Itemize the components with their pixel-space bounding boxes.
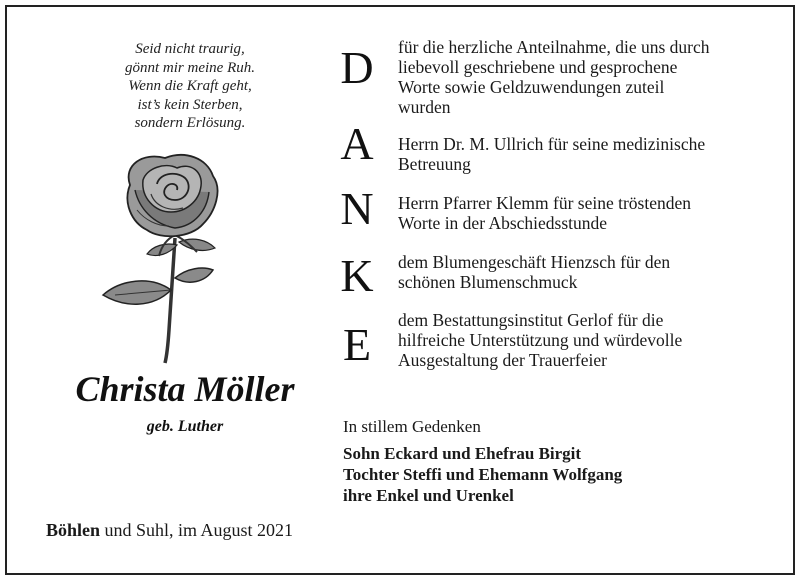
thanks-entry-pastor xyxy=(398,193,768,233)
danke-letter-d: D xyxy=(340,42,374,93)
place-date xyxy=(46,520,293,541)
poem-line: sondern Erlösung. xyxy=(134,115,246,131)
place-date-rest: und Suhl, im August 2021 xyxy=(100,520,294,540)
family-line: ihre Enkel und Urenkel xyxy=(343,486,514,505)
deceased-name: Christa Möller xyxy=(75,369,295,409)
entry-line: Ausgestaltung der Trauerfeier xyxy=(398,350,607,370)
rose-icon xyxy=(95,150,245,365)
entry-line: Worte sowie Geldzuwendungen zuteil xyxy=(398,77,665,97)
entry-line: hilfreiche Unterstützung und würdevolle xyxy=(398,330,683,350)
poem-line: ist’s kein Sterben, xyxy=(137,96,243,113)
poem-line: Wenn die Kraft geht, xyxy=(128,78,252,94)
entry-line: dem Blumengeschäft Hienzsch für den xyxy=(398,252,671,272)
poem-line: Seid nicht traurig, xyxy=(135,41,245,57)
place-town: Böhlen xyxy=(46,520,101,540)
entry-line: Worte in der Abschiedsstunde xyxy=(398,213,608,233)
danke-letter-k: K xyxy=(340,250,374,301)
danke-letter-a: A xyxy=(340,118,374,169)
entry-line: Betreuung xyxy=(398,154,471,174)
entry-line: für die herzliche Anteilnahme, die uns durch xyxy=(398,37,710,57)
thanks-entry-condolences xyxy=(398,37,768,117)
danke-letter-n: N xyxy=(340,183,374,234)
thanks-entry-funeral-home xyxy=(398,310,768,370)
entry-line: dem Bestattungsinstitut Gerlof für die xyxy=(398,310,664,330)
danke-letter-e: E xyxy=(342,319,372,370)
entry-line: liebevoll geschriebene und gesprochene xyxy=(398,57,678,77)
birth-name: geb. Luther xyxy=(146,418,224,435)
entry-line: wurden xyxy=(398,97,451,117)
poem-line: gönnt mir meine Ruh. xyxy=(125,59,255,76)
thanks-entry-florist xyxy=(398,252,768,292)
family-line: Sohn Eckard und Ehefrau Birgit xyxy=(343,444,582,463)
family-line: Tochter Steffi und Ehemann Wolfgang xyxy=(343,465,623,484)
entry-line: Herrn Dr. M. Ullrich für seine medizinische xyxy=(398,134,706,154)
poem xyxy=(80,40,300,133)
memorial-intro: In stillem Gedenken xyxy=(343,417,481,436)
family-names xyxy=(343,443,622,506)
entry-line: Herrn Pfarrer Klemm für seine tröstenden xyxy=(398,193,692,213)
thanks-entry-doctor xyxy=(398,134,768,174)
entry-line: schönen Blumenschmuck xyxy=(398,272,578,292)
